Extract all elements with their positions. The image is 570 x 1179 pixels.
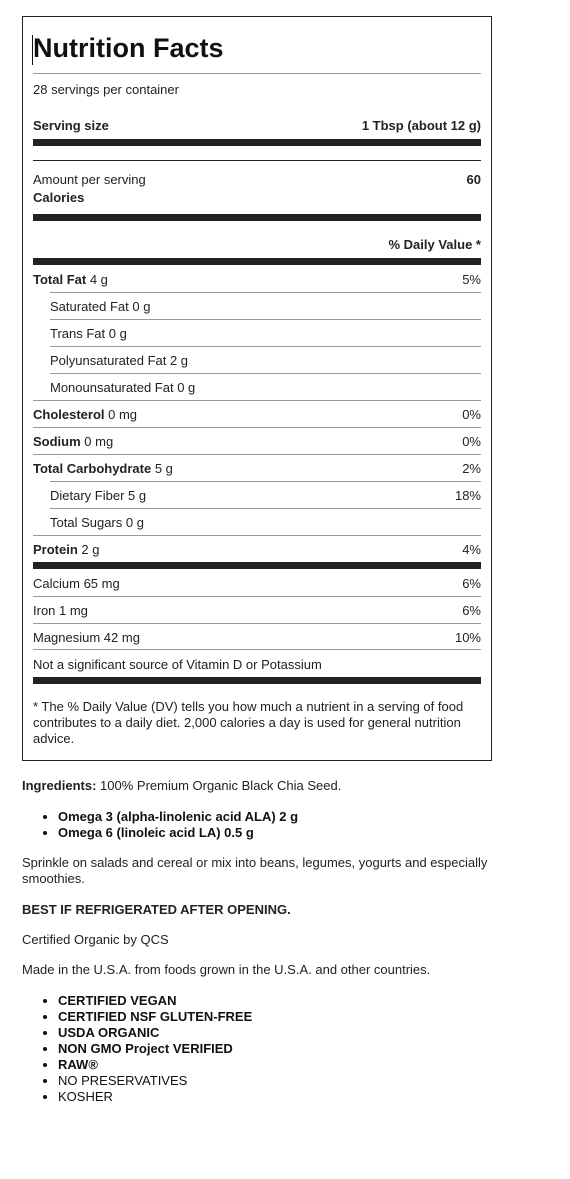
list-item: • NON GMO Project VERIFIED [58,1041,252,1057]
thick-divider [33,258,481,265]
list-item: • Omega 3 (alpha-linolenic acid ALA) 2 g [58,809,298,825]
certified-text: Certified Organic by QCS [22,932,169,947]
nutrient-dv: 4% [462,542,481,557]
mineral-name: Magnesium 42 mg [33,630,140,645]
thick-divider [33,139,481,146]
nutrient-name: Total Carbohydrate [33,461,152,476]
ingredients-line [22,778,552,793]
nutrient-amount: 2 g [81,542,100,557]
divider [33,400,481,401]
nutrient-name: Sodium [33,434,81,449]
mineral-dv: 6% [462,603,481,618]
divider [50,346,481,347]
daily-value-footnote: * The % Daily Value (DV) tells you how much a nutrient in a serving of food contributes to a daily diet. 2,000 calories a day is used for general nutrition advice. [33,699,464,746]
thick-divider [33,677,481,684]
list-item: • CERTIFIED VEGAN [58,993,252,1009]
omega-list [22,809,298,841]
nutrient-name: Total Sugars 0 g [50,515,144,530]
calories-label: Calories [33,190,85,205]
nutrient-name: Trans Fat 0 g [50,326,127,341]
divider [50,292,481,293]
nutrient-amount: 0 mg [84,434,114,449]
thick-divider [33,562,481,569]
nutrient-name: Monounsaturated Fat 0 g [50,380,196,395]
claims-list [22,993,252,1105]
divider [33,649,481,650]
divider [50,481,481,482]
divider [33,623,481,624]
list-item: • USDA ORGANIC [58,1025,252,1041]
serving-size-label: Serving size [33,118,109,133]
nutrient-dv: 0% [462,407,481,422]
divider [50,319,481,320]
mineral-name: Calcium 65 mg [33,576,120,591]
divider [33,427,481,428]
nutrient-amount: 4 g [89,272,108,287]
mineral-name: Iron 1 mg [33,603,88,618]
nutrient-name: Cholesterol [33,407,105,422]
list-item: • CERTIFIED NSF GLUTEN-FREE [58,1009,252,1025]
usage-text: Sprinkle on salads and cereal or mix into beans, legumes, yogurts and especially smoothies. [22,855,488,886]
divider [50,373,481,374]
calories-value: 60 [466,172,481,187]
divider [33,596,481,597]
amount-per-serving-label: Amount per serving [33,172,146,187]
list-item: • KOSHER [58,1089,252,1105]
list-item: • RAW® [58,1057,252,1073]
divider [33,160,481,161]
nutrient-name: Saturated Fat 0 g [50,299,151,314]
nutrient-dv: 18% [454,488,481,503]
mineral-dv: 10% [454,630,481,645]
nutrient-name: Protein [33,542,78,557]
nutrient-dv: 5% [462,272,481,287]
nutrient-name: Total Fat [33,272,87,287]
divider [50,508,481,509]
nutrient-dv: 0% [462,434,481,449]
nutrient-name: Dietary Fiber 5 g [50,488,147,503]
list-item: • NO PRESERVATIVES [58,1073,252,1089]
nutrient-amount: 5 g [154,461,173,476]
serving-size-value: 1 Tbsp (about 12 g) [361,118,481,133]
storage-text: BEST IF REFRIGERATED AFTER OPENING. [22,902,291,917]
nutrition-facts-label: Nutrition Facts 28 servings per container Serving size 1 Tbsp (about 12 g) Amount per serving 60 Calories % Daily Value * Total Fat 4 g 5% Saturated Fat 0 g Trans Fat 0 g Polyunsaturated Fat 2 g Monounsaturated Fat 0 g Cholesterol 0 mg 0% Sodium 0 mg 0% Total Carbohydrate 5 g 2% Dietary Fiber 5 g 18% Total Sugars 0 g Protein 2 g 4% Calcium 65 mg 6% Iron 1 mg 6% Magnesium 42 mg 10% Not a significant source of Vitamin D or Potassium * The % Daily Value (DV) tells you how much a nutrient in a serving of food contributes to a daily diet. 2,000 calories a day is used for general nutrition advice. [22,16,492,761]
nutrition-title: Nutrition Facts [33,33,224,63]
made-in-text: Made in the U.S.A. from foods grown in the U.S.A. and other countries. [22,962,431,977]
divider [33,454,481,455]
mineral-dv: 6% [462,576,481,591]
nutrient-amount: 0 mg [108,407,138,422]
divider [33,535,481,536]
nutrient-name: Polyunsaturated Fat 2 g [50,353,189,368]
ingredients-label: Ingredients: [22,778,97,793]
list-item: • Omega 6 (linoleic acid LA) 0.5 g [58,825,298,841]
nutrient-dv: 2% [462,461,481,476]
divider [33,73,481,74]
thick-divider [33,214,481,221]
ingredients-text: 100% Premium Organic Black Chia Seed. [100,778,342,793]
